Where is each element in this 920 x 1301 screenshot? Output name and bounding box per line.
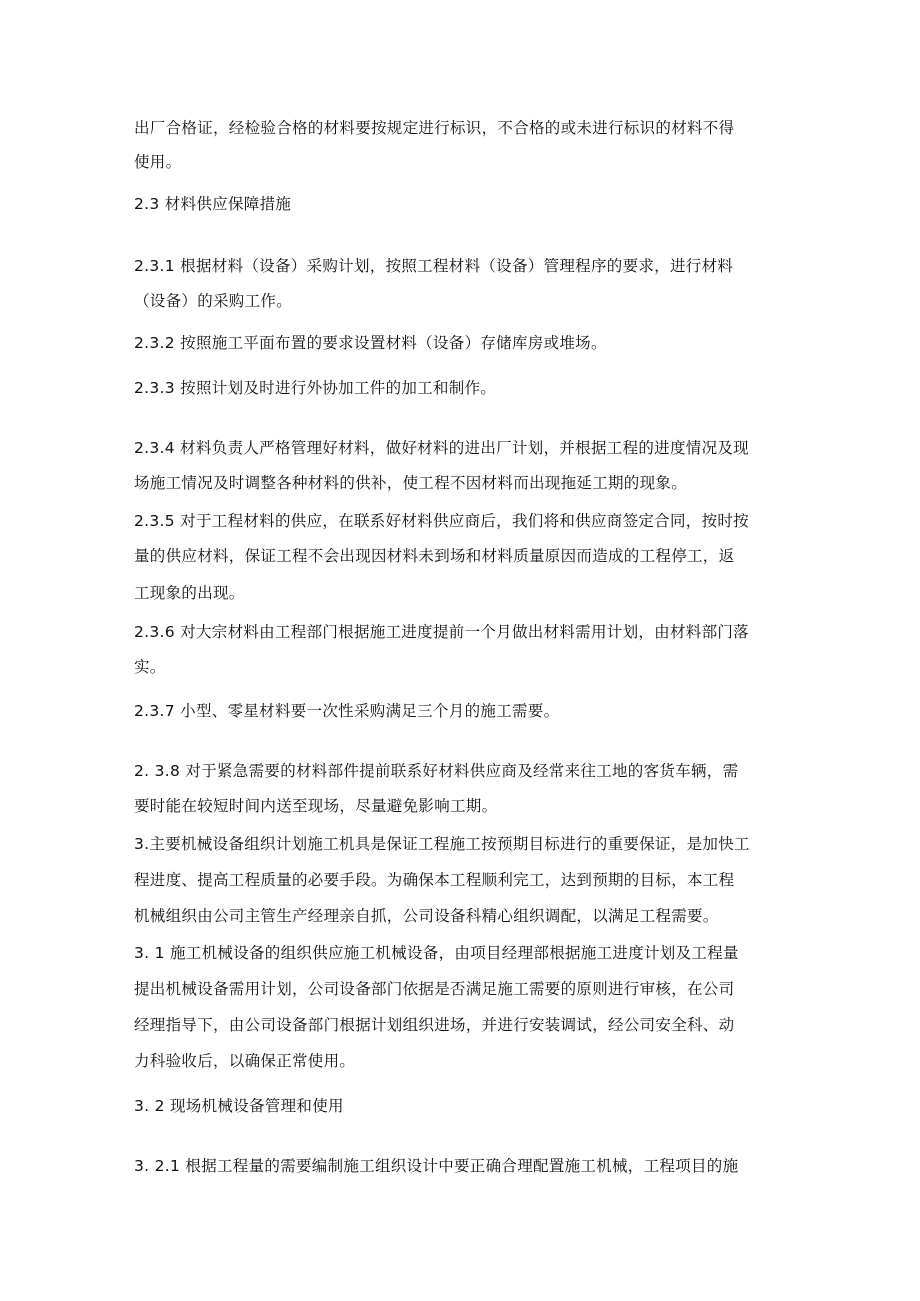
text-line: 2.3.4 材料负责人严格管理好材料，做好材料的进出厂计划，并根据工程的进度情况及现 [134,439,749,457]
text-line: 量的供应材料，保证工程不会出现因材料未到场和材料质量原因而造成的工程停工，返 [134,547,735,565]
text-line: 机械组织由公司主管生产经理亲自抓，公司设备科精心组织调配，以满足工程需要。 [134,907,719,925]
text-line: 要时能在较短时间内送至现场，尽量避免影响工期。 [134,797,498,815]
text-line: 2.3.6 对大宗材料由工程部门根据施工进度提前一个月做出材料需用计划，由材料部门落 [134,623,749,641]
text-line: 2.3.5 对于工程材料的供应，在联系好材料供应商后，我们将和供应商签定合同，按时按 [134,512,749,530]
text-line: 工现象的出现。 [134,584,245,602]
text-line: 提出机械设备需用计划，公司设备部门依据是否满足施工需要的原则进行审核，在公司 [134,980,735,998]
text-line: 程进度、提高工程质量的必要手段。为确保本工程顺利完工，达到预期的目标，本工程 [134,871,735,889]
text-line: 3. 1 施工机械设备的组织供应施工机械设备，由项目经理部根据施工进度计划及工程量 [134,944,739,962]
section-heading: 3. 2 现场机械设备管理和使用 [134,1097,344,1115]
text-line: 出厂合格证，经检验合格的材料要按规定进行标识，不合格的或未进行标识的材料不得 [134,119,735,137]
text-line: 2.3.1 根据材料（设备）采购计划，按照工程材料（设备）管理程序的要求，进行材料 [134,257,734,275]
text-line: 2.3.3 按照计划及时进行外协加工件的加工和制作。 [134,379,497,397]
text-line: 3. 2.1 根据工程量的需要编制施工组织设计中要正确合理配置施工机械，工程项目的施 [134,1157,739,1175]
text-line: 2.3.2 按照施工平面布置的要求设置材料（设备）存储库房或堆场。 [134,334,607,352]
text-line: （设备）的采购工作。 [134,292,293,310]
text-line: 2.3.7 小型、零星材料要一次性采购满足三个月的施工需要。 [134,702,560,720]
text-line: 2. 3.8 对于紧急需要的材料部件提前联系好材料供应商及经常来往工地的客货车辆，需 [134,762,739,780]
text-line: 实。 [134,658,166,676]
section-heading: 3.主要机械设备组织计划施工机具是保证工程施工按预期目标进行的重要保证，是加快工 [134,835,750,853]
text-line: 使用。 [134,153,182,171]
text-line: 力科验收后，以确保正常使用。 [134,1052,356,1070]
text-line: 经理指导下，由公司设备部门根据计划组织进场，并进行安装调试，经公司安全科、动 [134,1016,735,1034]
text-line: 场施工情况及时调整各种材料的供补，使工程不因材料而出现拖延工期的现象。 [134,474,688,492]
section-heading: 2.3 材料供应保障措施 [134,195,292,213]
